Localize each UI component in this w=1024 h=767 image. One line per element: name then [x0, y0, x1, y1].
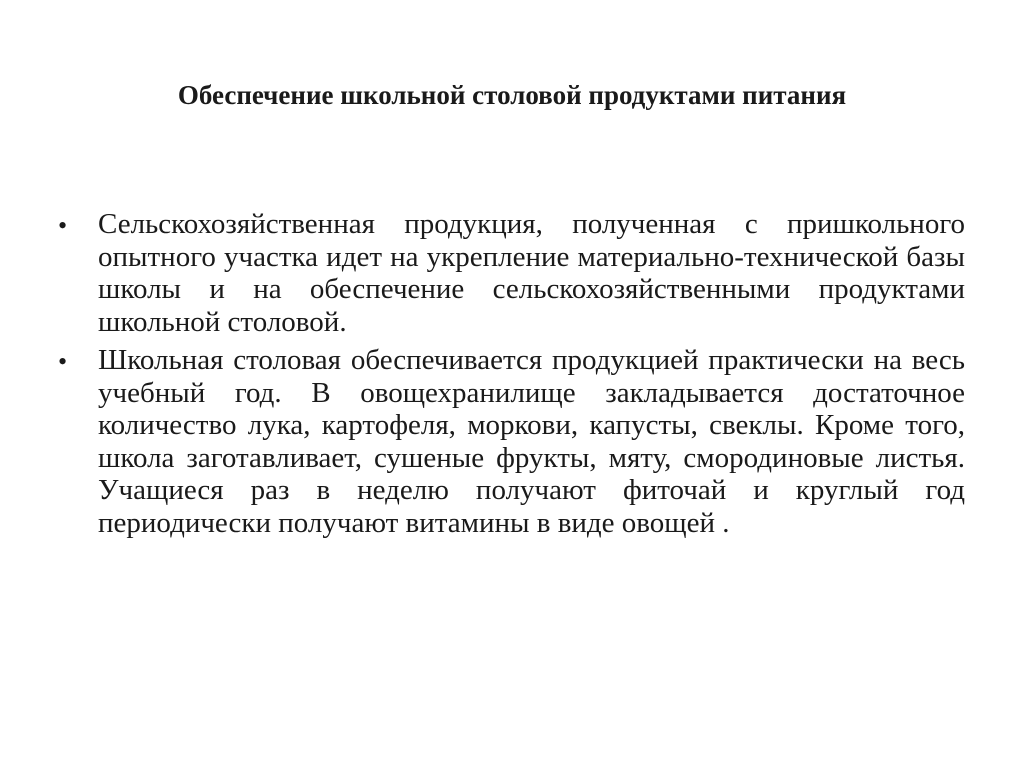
bullet-item: [58, 344, 965, 539]
slide-title: Обеспечение школьной столовой продуктами питания: [177, 80, 847, 110]
bullet-text: Сельскохозяйственная продукция, полученная с пришкольного опытного участка идет на укрепление материально-технической базы школы и на обеспечение сельскохозяйственными продуктами школьной столовой.: [98, 208, 965, 338]
bullet-list: [58, 208, 965, 545]
bullet-text: Школьная столовая обеспечивается продукцией практически на весь учебный год. В овощехранилище закладывается достаточное количество лука, картофеля, моркови, капусты, свеклы. Кроме того, школа заготавливает, сушеные фрукты, мяту, смородиновые листья. Учащиеся раз в неделю получают фиточай и круглый год периодически получают витамины в виде овощей .: [98, 344, 965, 539]
bullet-dot-icon: •: [58, 347, 68, 376]
bullet-dot-icon: •: [58, 211, 68, 240]
bullet-item: [58, 208, 965, 338]
